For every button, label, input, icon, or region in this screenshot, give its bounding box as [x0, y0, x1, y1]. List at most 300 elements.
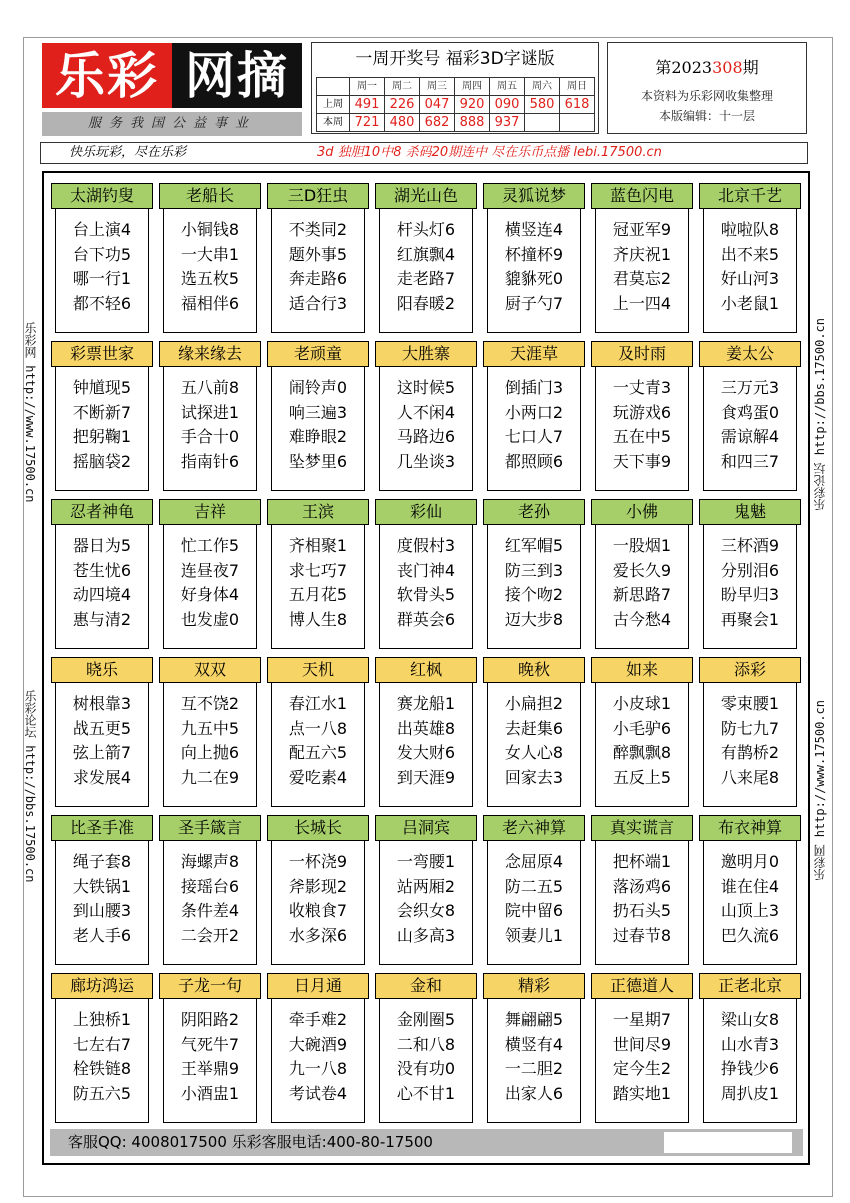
riddle-line: 醉飘飘8 [612, 743, 672, 762]
riddle-line: 好山河3 [720, 269, 780, 288]
riddle-card [271, 341, 365, 491]
riddle-card [55, 973, 149, 1123]
riddle-line: 气死牛7 [180, 1034, 240, 1054]
riddle-line: 阴阳路2 [180, 1010, 240, 1029]
riddle-line: 度假村3 [396, 536, 456, 555]
banner-promo[interactable]: 3d 独胆10中8 杀码20期连中 尽在乐币点播 lebi.17500.cn [317, 145, 662, 160]
riddle-line: 考试卷4 [288, 1083, 348, 1103]
riddle-card [703, 657, 797, 807]
card-body [272, 1008, 364, 1106]
card-body [380, 692, 472, 790]
riddle-line: 貔貅死0 [504, 269, 564, 288]
card-title: 三D狂虫 [267, 183, 369, 209]
riddle-line: 一股烟1 [612, 536, 672, 555]
card-body [596, 534, 688, 632]
riddle-card [379, 183, 473, 333]
card-title: 老孙 [483, 499, 585, 525]
riddle-line: 站两厢2 [396, 876, 456, 896]
riddle-card [55, 183, 149, 333]
riddle-line: 丧门神4 [396, 560, 456, 580]
card-title: 彩票世家 [51, 341, 153, 367]
riddle-line: 过春节8 [612, 925, 672, 945]
riddle-line: 杯撞杯9 [504, 244, 564, 264]
riddle-line: 会织女8 [396, 901, 456, 920]
footer-contact: 客服QQ: 4008017500 乐彩客服电话:400-80-17500 [68, 1133, 433, 1151]
riddle-line: 试探进1 [180, 402, 240, 422]
riddle-line: 接个吻2 [504, 585, 564, 604]
riddle-line: 出家人6 [504, 1083, 564, 1103]
card-title: 老六神算 [483, 815, 585, 841]
issue-editor: 本版编辑：十一层 [658, 109, 755, 123]
riddle-line: 福相伴6 [180, 293, 240, 313]
card-body [596, 692, 688, 790]
riddle-line: 五月花5 [288, 585, 348, 604]
card-title: 小佛 [591, 499, 693, 525]
riddle-line: 领妻儿1 [504, 925, 564, 945]
riddle-line: 都不轻6 [72, 293, 132, 313]
card-title: 老船长 [159, 183, 261, 209]
card-body [164, 850, 256, 948]
riddle-card [487, 499, 581, 649]
card-title: 圣手箴言 [159, 815, 261, 841]
card-body [272, 218, 364, 316]
riddle-line: 小酒盅1 [180, 1083, 240, 1103]
card-body [56, 376, 148, 474]
riddle-card [163, 341, 257, 491]
riddle-line: 心不甘1 [396, 1083, 456, 1103]
riddle-card [487, 183, 581, 333]
riddle-line: 配五六5 [288, 743, 348, 762]
card-title: 布衣神算 [699, 815, 801, 841]
side-text-left-bottom: 乐彩论坛 http://bbs.17500.cn [23, 690, 37, 883]
riddle-line: 九二在9 [180, 767, 240, 787]
riddle-line: 有鹊桥2 [720, 743, 780, 762]
card-title: 晓乐 [51, 657, 153, 683]
card-title: 灵狐说梦 [483, 183, 585, 209]
card-title: 廊坊鸿运 [51, 973, 153, 999]
riddle-card [487, 657, 581, 807]
card-title: 吉祥 [159, 499, 261, 525]
card-body [704, 534, 796, 632]
riddle-line: 古今愁4 [612, 609, 672, 629]
riddle-line: 小皮球1 [612, 694, 672, 713]
riddle-line: 大铁锅1 [72, 876, 132, 896]
card-title: 双双 [159, 657, 261, 683]
riddle-line: 倒插门3 [504, 378, 564, 397]
riddle-line: 新思路7 [612, 585, 672, 604]
riddle-line: 春江水1 [288, 694, 348, 713]
draw-number: 888 [455, 114, 490, 132]
riddle-line: 一丈青3 [612, 378, 672, 397]
draw-table [316, 77, 595, 132]
card-title: 金和 [375, 973, 477, 999]
riddle-card [163, 973, 257, 1123]
card-title: 真实谎言 [591, 815, 693, 841]
side-text-right-bottom: 乐彩网 http://www.17500.cn [813, 700, 827, 881]
card-title: 缘来缘去 [159, 341, 261, 367]
riddle-line: 五在中5 [612, 427, 672, 446]
day-header: 周二 [385, 78, 420, 96]
card-title: 红枫 [375, 657, 477, 683]
riddle-line: 钟馗现5 [72, 378, 132, 397]
riddle-line: 玩游戏6 [612, 402, 672, 422]
riddle-line: 软骨头5 [396, 585, 456, 604]
draw-number: 491 [350, 96, 385, 114]
card-title: 精彩 [483, 973, 585, 999]
issue-number: 308 [712, 58, 743, 77]
card-title: 正德道人 [591, 973, 693, 999]
riddle-line: 向上抛6 [180, 743, 240, 762]
card-body [596, 1008, 688, 1106]
card-body [596, 850, 688, 948]
draw-number: 580 [525, 96, 560, 114]
riddle-line: 博人生8 [288, 609, 348, 629]
riddle-line: 冠亚军9 [612, 220, 672, 239]
card-title: 天机 [267, 657, 369, 683]
riddle-line: 战五更5 [72, 718, 132, 738]
card-title: 鬼魅 [699, 499, 801, 525]
riddle-line: 齐庆祝1 [612, 244, 672, 264]
card-body [380, 850, 472, 948]
draw-number: 090 [490, 96, 525, 114]
riddle-line: 厨子勺7 [504, 293, 564, 313]
card-body [704, 218, 796, 316]
card-title: 北京千艺 [699, 183, 801, 209]
riddle-line: 二和八8 [396, 1034, 456, 1054]
riddle-line: 天下事9 [612, 451, 672, 471]
riddle-card [55, 815, 149, 965]
day-header: 周六 [525, 78, 560, 96]
riddle-line: 到天涯9 [396, 767, 456, 787]
riddle-card [703, 815, 797, 965]
riddle-line: 苍生忧6 [72, 560, 132, 580]
riddle-line: 闹铃声0 [288, 378, 348, 397]
draw-results-box [311, 42, 599, 134]
riddle-card [271, 499, 365, 649]
draw-number: 682 [420, 114, 455, 132]
riddle-line: 树根靠3 [72, 694, 132, 713]
riddle-line: 杆头灯6 [396, 220, 456, 239]
riddle-card [55, 657, 149, 807]
card-body [596, 376, 688, 474]
riddle-line: 老人手6 [72, 925, 132, 945]
draw-number: 618 [560, 96, 595, 114]
riddle-line: 惠与清2 [72, 609, 132, 629]
card-body [704, 850, 796, 948]
riddle-line: 都照顾6 [504, 451, 564, 471]
card-body [488, 376, 580, 474]
riddle-line: 条件差4 [180, 901, 240, 920]
draw-number [560, 114, 595, 132]
riddle-line: 求七巧7 [288, 560, 348, 580]
day-header: 周五 [490, 78, 525, 96]
riddle-line: 巴久流6 [720, 925, 780, 945]
riddle-line: 七左右7 [72, 1034, 132, 1054]
card-body [380, 534, 472, 632]
card-title: 吕洞宾 [375, 815, 477, 841]
logo-slogan: 服务我国公益事业 [42, 112, 302, 136]
riddle-card [703, 183, 797, 333]
riddle-line: 小毛驴6 [612, 718, 672, 738]
footer-blank-box [664, 1132, 792, 1153]
riddle-line: 防七九7 [720, 718, 780, 738]
riddle-card [487, 341, 581, 491]
riddle-line: 九一八8 [288, 1059, 348, 1078]
side-text-right-top: 乐彩论坛 http://bbs.17500.cn [813, 318, 827, 511]
draw-number [525, 114, 560, 132]
card-body [272, 534, 364, 632]
riddle-card [271, 183, 365, 333]
riddle-line: 阳春暖2 [396, 293, 456, 313]
riddle-line: 舞翩翩5 [504, 1010, 564, 1029]
riddle-line: 斧影现2 [288, 876, 348, 896]
riddle-line: 周扒皮1 [720, 1083, 780, 1103]
riddle-line: 到山腰3 [72, 901, 132, 920]
riddle-line: 红旗飘4 [396, 244, 456, 264]
riddle-line: 王举鼎9 [180, 1059, 240, 1078]
riddle-line: 防三到3 [504, 560, 564, 580]
riddle-line: 踏实地1 [612, 1083, 672, 1103]
banner [40, 142, 808, 164]
card-body [272, 850, 364, 948]
riddle-line: 扔石头5 [612, 901, 672, 920]
riddle-line: 小扁担2 [504, 694, 564, 713]
card-title: 天涯草 [483, 341, 585, 367]
card-title: 老顽童 [267, 341, 369, 367]
issue-number-line [608, 55, 806, 78]
riddle-line: 九五中5 [180, 718, 240, 738]
riddle-line: 横竖连4 [504, 220, 564, 239]
card-title: 晚秋 [483, 657, 585, 683]
riddle-line: 邀明月0 [720, 852, 780, 871]
riddle-line: 绳子套8 [72, 852, 132, 871]
riddle-line: 忙工作5 [180, 536, 240, 555]
riddle-line: 人不闲4 [396, 402, 456, 422]
riddle-card [163, 657, 257, 807]
day-header: 周三 [420, 78, 455, 96]
card-body [488, 218, 580, 316]
riddle-line: 大碗酒9 [288, 1034, 348, 1054]
riddle-line: 小铜钱8 [180, 220, 240, 239]
card-body [164, 534, 256, 632]
riddle-line: 收粮食7 [288, 901, 348, 920]
riddle-line: 横竖有4 [504, 1034, 564, 1054]
riddle-card [487, 973, 581, 1123]
card-body [488, 534, 580, 632]
logo-black-block: 网摘 [172, 43, 302, 108]
card-title: 及时雨 [591, 341, 693, 367]
riddle-line: 动四境4 [72, 585, 132, 604]
riddle-card [271, 973, 365, 1123]
riddle-line: 选五枚5 [180, 269, 240, 288]
card-title: 大胜寨 [375, 341, 477, 367]
card-body [380, 1008, 472, 1106]
draw-number: 047 [420, 96, 455, 114]
card-body [380, 218, 472, 316]
riddle-card [55, 341, 149, 491]
day-header: 周四 [455, 78, 490, 96]
riddle-line: 牵手难2 [288, 1010, 348, 1029]
riddle-line: 几坐谈3 [396, 451, 456, 471]
draw-title: 一周开奖号 福彩3D字谜版 [355, 49, 555, 69]
riddle-line: 出英雄8 [396, 718, 456, 738]
riddle-line: 防五六5 [72, 1083, 132, 1103]
card-body [596, 218, 688, 316]
riddle-line: 难睁眼2 [288, 427, 348, 446]
this-week-label: 本周 [317, 114, 350, 132]
card-title: 太湖钓叟 [51, 183, 153, 209]
riddle-card [379, 973, 473, 1123]
card-body [488, 692, 580, 790]
card-title: 忍者神龟 [51, 499, 153, 525]
riddle-line: 求发展4 [72, 767, 132, 787]
riddle-card [271, 815, 365, 965]
riddle-line: 二会开2 [180, 925, 240, 945]
card-body [56, 692, 148, 790]
riddle-line: 坠梦里6 [288, 451, 348, 471]
card-title: 姜太公 [699, 341, 801, 367]
card-body [56, 850, 148, 948]
riddle-card [379, 657, 473, 807]
issue-prefix: 第2023 [655, 58, 713, 77]
riddle-line: 回家去3 [504, 767, 564, 787]
riddle-line: 食鸡蛋0 [720, 402, 780, 422]
riddle-line: 啦啦队8 [720, 220, 780, 239]
riddle-card [163, 183, 257, 333]
riddle-line: 互不饶2 [180, 694, 240, 713]
card-body [704, 1008, 796, 1106]
riddle-line: 谁在住4 [720, 876, 780, 896]
card-body [704, 376, 796, 474]
card-title: 蓝色闪电 [591, 183, 693, 209]
riddle-card [595, 499, 689, 649]
riddle-line: 水多深6 [288, 925, 348, 945]
riddle-line: 君莫忘2 [612, 269, 672, 288]
card-body [56, 218, 148, 316]
riddle-line: 需谅解4 [720, 427, 780, 446]
draw-number: 721 [350, 114, 385, 132]
card-title: 长城长 [267, 815, 369, 841]
riddle-line: 指南针6 [180, 451, 240, 471]
riddle-line: 山顶上3 [720, 901, 780, 920]
riddle-line: 爱吃素4 [288, 767, 348, 787]
riddle-line: 走老路7 [396, 269, 456, 288]
riddle-line: 不类同2 [288, 220, 348, 239]
riddle-line: 群英会6 [396, 609, 456, 629]
riddle-line: 三杯酒9 [720, 536, 780, 555]
card-body [56, 534, 148, 632]
riddle-line: 赛龙船1 [396, 694, 456, 713]
issue-box [607, 42, 807, 134]
banner-slogan: 快乐玩彩，尽在乐彩 [69, 145, 187, 160]
riddle-line: 七口人7 [504, 427, 564, 446]
riddle-line: 三万元3 [720, 378, 780, 397]
riddle-line: 齐相聚1 [288, 536, 348, 555]
riddle-line: 这时候5 [396, 378, 456, 397]
riddle-line: 题外事5 [288, 244, 348, 264]
riddle-line: 爱长久9 [612, 560, 672, 580]
card-title: 彩仙 [375, 499, 477, 525]
riddle-line: 零束腰1 [720, 694, 780, 713]
riddle-line: 分别泪6 [720, 560, 780, 580]
last-week-label: 上周 [317, 96, 350, 114]
riddle-line: 接瑶台6 [180, 876, 240, 896]
riddle-line: 梁山女8 [720, 1010, 780, 1029]
riddle-line: 防二五5 [504, 876, 564, 896]
card-body [164, 218, 256, 316]
card-title: 如来 [591, 657, 693, 683]
riddle-line: 哪一行1 [72, 269, 132, 288]
riddle-line: 五八前8 [180, 378, 240, 397]
card-title: 日月通 [267, 973, 369, 999]
riddle-line: 台下功5 [72, 244, 132, 264]
card-title: 湖光山色 [375, 183, 477, 209]
riddle-line: 把杯端1 [612, 852, 672, 871]
riddle-line: 再聚会1 [720, 609, 780, 629]
riddle-line: 点一八8 [288, 718, 348, 738]
draw-number: 920 [455, 96, 490, 114]
riddle-card [703, 499, 797, 649]
riddle-line: 世间尽9 [612, 1034, 672, 1054]
card-body [272, 376, 364, 474]
corner-cell [317, 78, 350, 96]
riddle-line: 落汤鸡6 [612, 876, 672, 896]
card-title: 添彩 [699, 657, 801, 683]
riddle-line: 马路边6 [396, 427, 456, 446]
riddle-card [595, 341, 689, 491]
riddle-card [271, 657, 365, 807]
riddle-card [487, 815, 581, 965]
riddle-line: 栓铁链8 [72, 1059, 132, 1078]
riddle-line: 金刚圈5 [396, 1010, 456, 1029]
riddle-line: 也发虚0 [180, 609, 240, 629]
riddle-line: 海螺声8 [180, 852, 240, 871]
riddle-line: 上一四4 [612, 293, 672, 313]
logo [42, 43, 302, 137]
riddle-grid [42, 171, 810, 1165]
day-header: 周一 [350, 78, 385, 96]
riddle-line: 台上演4 [72, 220, 132, 239]
riddle-line: 迈大步8 [504, 609, 564, 629]
riddle-line: 没有功0 [396, 1059, 456, 1078]
card-body [56, 1008, 148, 1106]
side-text-left-top: 乐彩网 http://www.17500.cn [23, 322, 37, 503]
draw-number: 480 [385, 114, 420, 132]
riddle-line: 一二胆2 [504, 1059, 564, 1078]
riddle-line: 一弯腰1 [396, 852, 456, 871]
riddle-line: 器日为5 [72, 536, 132, 555]
card-title: 正老北京 [699, 973, 801, 999]
riddle-line: 发大财6 [396, 743, 456, 762]
riddle-line: 盼早归3 [720, 585, 780, 604]
riddle-card [379, 499, 473, 649]
card-body [164, 376, 256, 474]
riddle-line: 弦上箭7 [72, 743, 132, 762]
card-body [164, 1008, 256, 1106]
riddle-line: 山水青3 [720, 1034, 780, 1054]
riddle-card [163, 499, 257, 649]
riddle-card [379, 341, 473, 491]
riddle-line: 红军帽5 [504, 536, 564, 555]
riddle-line: 一星期7 [612, 1010, 672, 1029]
day-header: 周日 [560, 78, 595, 96]
riddle-line: 去赶集6 [504, 718, 564, 738]
draw-number: 226 [385, 96, 420, 114]
issue-note: 本资料为乐彩网收集整理 [640, 89, 773, 103]
riddle-line: 不断新7 [72, 402, 132, 422]
riddle-card [55, 499, 149, 649]
card-body [704, 692, 796, 790]
